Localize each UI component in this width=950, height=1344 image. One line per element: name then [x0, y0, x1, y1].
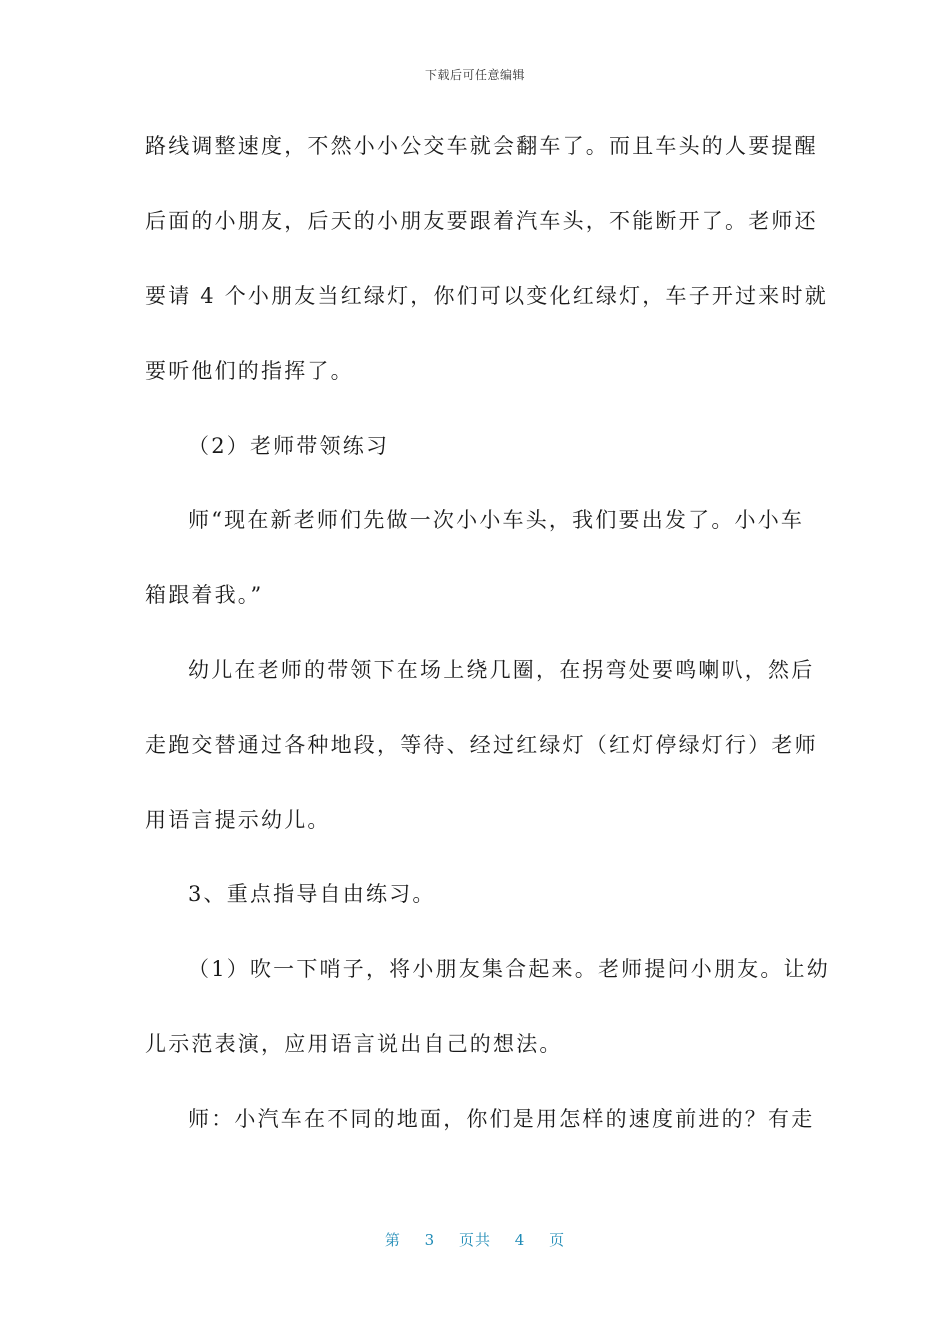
body-line: 幼儿在老师的带领下在场上绕几圈，在拐弯处要鸣喇叭，然后 [188, 658, 815, 682]
page-label-suffix: 页 [549, 1231, 566, 1249]
page-footer [0, 1229, 950, 1250]
body-line: 路线调整速度，不然小小公交车就会翻车了。而且车头的人要提醒 [145, 134, 818, 158]
body-line: 儿示范表演，应用语言说出自己的想法。 [145, 1032, 563, 1056]
body-line: 师“现在新老师们先做一次小小车头，我们要出发了。小小车 [188, 508, 805, 532]
body-line: 走跑交替通过各种地段，等待、经过红绿灯（红灯停绿灯行）老师 [145, 733, 818, 757]
body-line: （1）吹一下哨子，将小朋友集合起来。老师提问小朋友。让幼 [188, 957, 830, 981]
page-total: 4 [514, 1231, 526, 1249]
body-line: （2）老师带领练习 [188, 434, 390, 458]
body-line: 后面的小朋友，后天的小朋友要跟着汽车头，不能断开了。老师还 [145, 209, 818, 233]
body-line: 要听他们的指挥了。 [145, 359, 354, 383]
page-current: 3 [424, 1231, 436, 1249]
body-line: 用语言提示幼儿。 [145, 808, 331, 832]
body-line: 要请 4 个小朋友当红绿灯，你们可以变化红绿灯，车子开过来时就 [145, 284, 828, 308]
page-label-mid: 页共 [458, 1231, 491, 1249]
page-header: 下载后可任意编辑 [424, 68, 525, 82]
page-label-prefix: 第 [384, 1231, 401, 1249]
body-line: 3、重点指导自由练习。 [188, 882, 436, 906]
body-line: 箱跟着我。” [145, 583, 264, 607]
body-line: 师：小汽车在不同的地面，你们是用怎样的速度前进的？有走 [188, 1107, 815, 1131]
